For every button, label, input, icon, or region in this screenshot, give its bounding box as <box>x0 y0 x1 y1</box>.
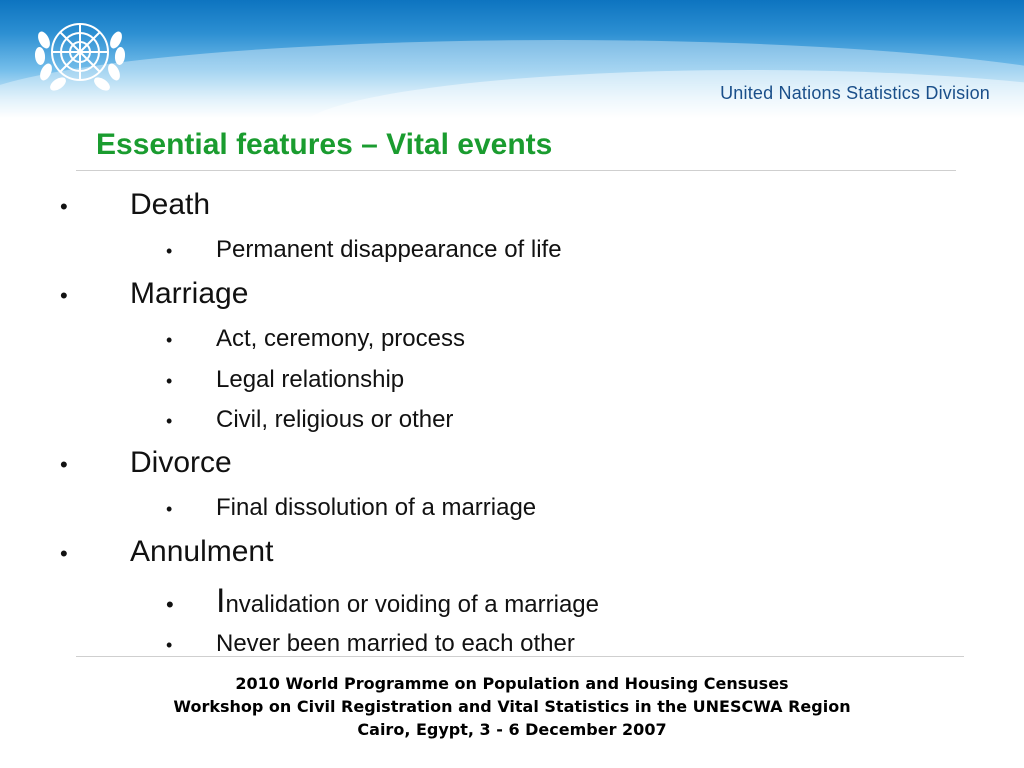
bullet-label: Annulment <box>130 535 274 568</box>
bullet-marker: • <box>60 541 68 566</box>
sub-bullet-divorce-1 <box>166 494 536 522</box>
sub-bullet-label: Final dissolution of a marriage <box>216 494 537 521</box>
sub-bullet-label-rest: nvalidation or voiding of a marriage <box>225 591 599 618</box>
sub-bullet-death-1 <box>166 236 562 264</box>
footer-divider <box>76 656 964 657</box>
sub-bullet-marker: • <box>166 241 173 261</box>
header-banner <box>0 0 1024 118</box>
bullet-label: Divorce <box>130 446 232 479</box>
sub-bullet-marker: • <box>166 371 173 391</box>
drop-cap-letter: I <box>216 582 226 620</box>
sub-bullet-marriage-1 <box>166 325 465 353</box>
sub-bullet-label <box>216 582 599 621</box>
org-name: United Nations Statistics Division <box>720 83 990 103</box>
sub-bullet-marker: • <box>166 330 173 350</box>
bullet-annulment <box>60 535 273 569</box>
sub-bullet-label: Permanent disappearance of life <box>216 236 562 263</box>
sub-bullet-marker: • <box>166 592 174 617</box>
bullet-label: Death <box>130 188 211 221</box>
bullet-label: Marriage <box>130 277 249 310</box>
un-emblem-icon <box>30 10 130 98</box>
bullet-marker: • <box>60 452 68 477</box>
bullet-divorce <box>60 446 232 480</box>
sub-bullet-annulment-1 <box>166 582 599 621</box>
sub-bullet-marriage-2 <box>166 366 404 394</box>
bullet-marker: • <box>60 283 68 308</box>
title-divider <box>76 170 956 171</box>
bullet-marriage <box>60 277 248 311</box>
sub-bullet-marker: • <box>166 499 173 519</box>
sub-bullet-label: Never been married to each other <box>216 630 575 657</box>
sub-bullet-marker: • <box>166 411 173 431</box>
sub-bullet-label: Civil, religious or other <box>216 406 454 433</box>
slide-title: Essential features – Vital events <box>96 128 553 161</box>
sub-bullet-label: Legal relationship <box>216 366 405 393</box>
sub-bullet-label: Act, ceremony, process <box>216 325 465 352</box>
footer-line-2: Workshop on Civil Registration and Vital Statistics in the UNESCWA Region <box>173 697 851 716</box>
sub-bullet-annulment-2 <box>166 630 575 658</box>
sub-bullet-marriage-3 <box>166 406 453 434</box>
bullet-marker: • <box>60 194 68 219</box>
footer-line-1: 2010 World Programme on Population and Housing Censuses <box>235 674 789 693</box>
bullet-death <box>60 188 210 222</box>
footer-line-3: Cairo, Egypt, 3 - 6 December 2007 <box>357 720 667 739</box>
sub-bullet-marker: • <box>166 635 173 655</box>
footer <box>0 672 1024 741</box>
